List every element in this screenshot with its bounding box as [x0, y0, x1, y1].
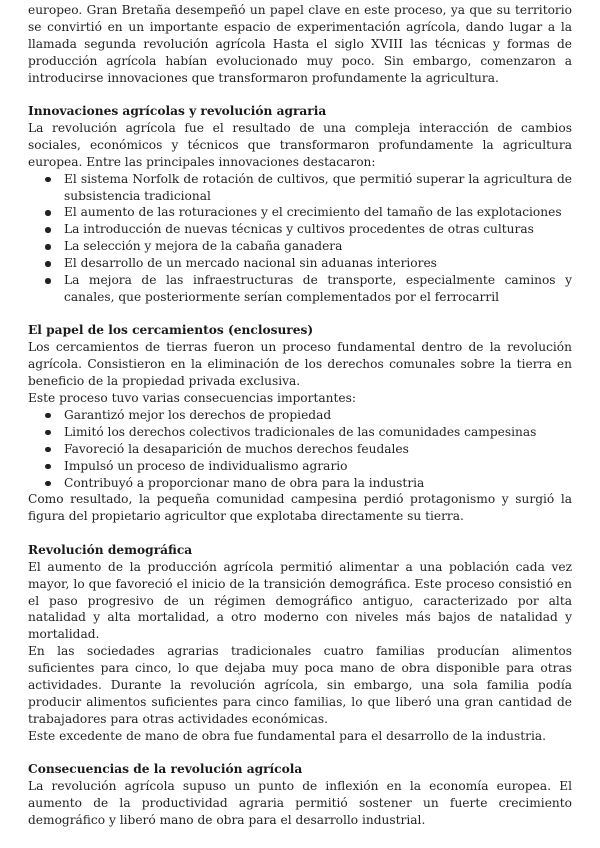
- list-item: El aumento de las roturaciones y el crecimiento del tamaño de las explotaciones: [64, 204, 572, 221]
- list-item: Limitó los derechos colectivos tradicionales de las comunidades campesinas: [64, 424, 572, 441]
- list-item: Impulsó un proceso de individualismo agrario: [64, 458, 572, 475]
- list-item: La selección y mejora de la cabaña ganadera: [64, 238, 572, 255]
- list-item: El sistema Norfolk de rotación de cultivos, que permitió superar la agricultura de subsistencia tradicional: [64, 171, 572, 203]
- section-heading-cercamientos: El papel de los cercamientos (enclosures): [28, 323, 314, 338]
- list-item: La mejora de las infraestructuras de transporte, especialmente caminos y canales, que posteriormente serían complementados por el ferrocarril: [64, 273, 572, 304]
- innovaciones-paragraph: La revolución agrícola fue el resultado de una compleja interacción de cambios sociales, económicos y técnicos que transformaron profundamente la agricultura europea. Entre las principales innovaciones destacaron:: [28, 120, 572, 169]
- list-item: El desarrollo de un mercado nacional sin aduanas interiores: [64, 255, 572, 272]
- cercamientos-conclusion: Como resultado, la pequeña comunidad campesina perdió protagonismo y surgió la figura del propietario agricultor que explotaba directamente su tierra.: [28, 492, 572, 524]
- innovaciones-list: [28, 171, 572, 306]
- list-item: La introducción de nuevas técnicas y cultivos procedentes de otras culturas: [64, 221, 572, 238]
- list-item: Contribuyó a proporcionar mano de obra para la industria: [64, 475, 572, 492]
- section-heading-innovaciones: Innovaciones agrícolas y revolución agraria: [28, 104, 327, 119]
- section-heading-consecuencias: Consecuencias de la revolución agrícola: [28, 762, 303, 777]
- intro-paragraph: europeo. Gran Bretaña desempeñó un papel clave en este proceso, ya que su territorio se convirtió en un importante espacio de experimentación agrícola, dando lugar a la llamada segunda revolución agrícola Hasta el siglo XVIII las técnicas y formas de producción agrícola habían evolucionado muy poco. Sin embargo, comenzaron a introducirse innovaciones que transformaron profundamente la agricultura.: [28, 3, 572, 85]
- cercamientos-intro-list: Este proceso tuvo varias consecuencias importantes:: [28, 391, 356, 406]
- demografica-paragraph-2: En las sociedades agrarias tradicionales cuatro familias producían alimentos suficientes para cinco, lo que dejaba muy poca mano de obra disponible para otras actividades. Durante la revolución agrícola, sin embargo, una sola familia podía producir alimentos suficientes para cinco familias, lo que liberó una gran cantidad de trabajadores para otras actividades económicas.: [28, 644, 572, 726]
- list-item: Garantizó mejor los derechos de propiedad: [64, 407, 572, 424]
- cercamientos-list: [28, 407, 572, 492]
- document-page: [28, 2, 572, 829]
- section-heading-demografica: Revolución demográfica: [28, 542, 193, 557]
- consecuencias-paragraph: La revolución agrícola supuso un punto de inflexión en la economía europea. El aumento de la productividad agraria permitió sostener un fuerte crecimiento demográfico y liberó mano de obra para el desarrollo industrial.: [28, 779, 572, 827]
- demografica-paragraph-3: Este excedente de mano de obra fue fundamental para el desarrollo de la industria.: [28, 728, 547, 743]
- demografica-paragraph-1: El aumento de la producción agrícola permitió alimentar a una población cada vez mayor, lo que favoreció el inicio de la transición demográfica. Este proceso consistió en el paso progresivo de un régimen demográfico antiguo, caracterizado por alta natalidad y alta mortalidad, a otro moderno con niveles más bajos de natalidad y mortalidad.: [28, 559, 572, 642]
- cercamientos-paragraph: Los cercamientos de tierras fueron un proceso fundamental dentro de la revolución agrícola. Consistieron en la eliminación de los derechos comunales sobre la tierra en beneficio de la propiedad privada exclusiva.: [28, 340, 572, 389]
- list-item: Favoreció la desaparición de muchos derechos feudales: [64, 441, 572, 458]
